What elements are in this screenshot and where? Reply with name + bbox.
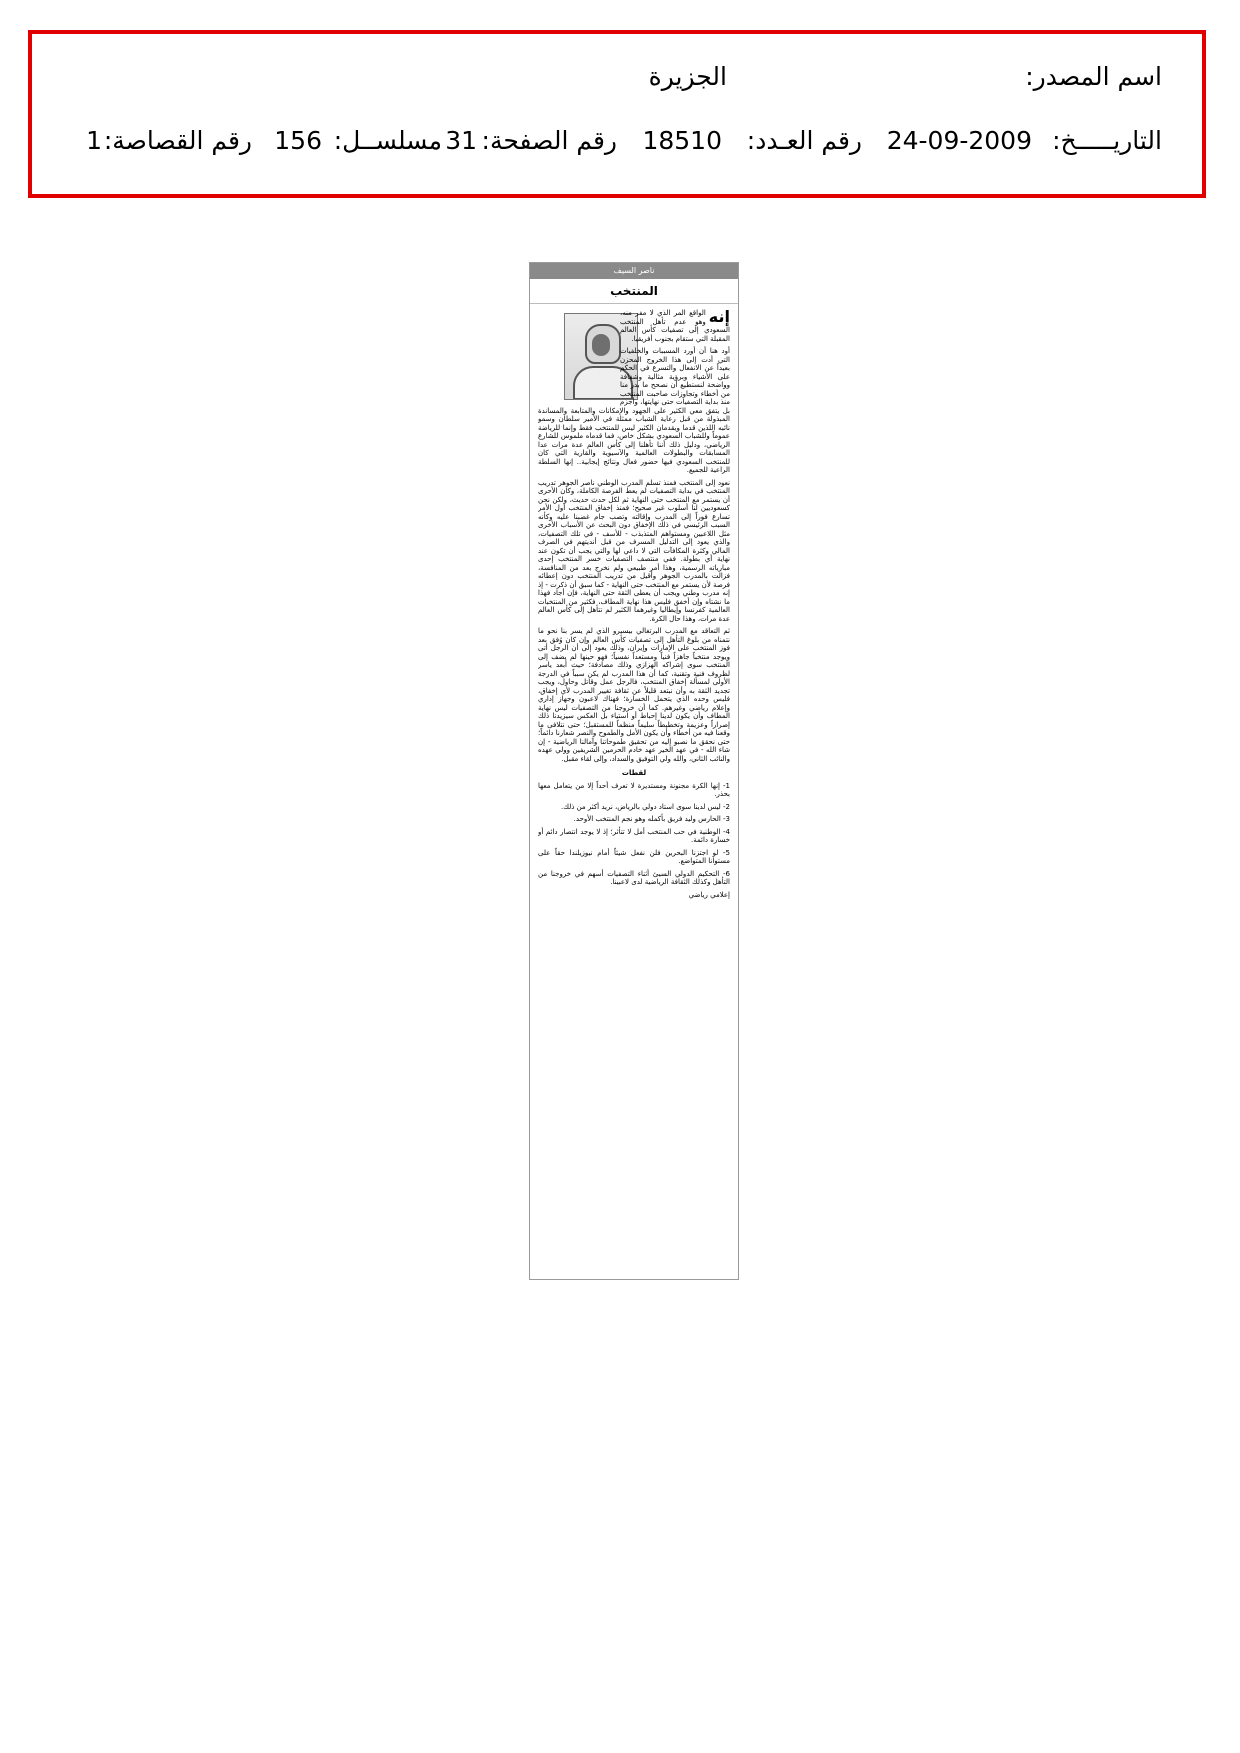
newspaper-clipping — [529, 262, 739, 1280]
snippet-item: 3- الحارس وليد فريق بأكمله وهو نجم المنتخب الأوحد. — [573, 815, 730, 823]
serial-label: مسلســل: — [333, 126, 442, 155]
snippet-item: 5- لو اجتزنا البحرين فلن نفعل شيئاً أمام نيوزيلندا حقاً على مستوانا المتواضع. — [538, 848, 730, 865]
article-paragraph: إنه الواقع المر الذي لا مفر منه، وهو عدم تأهل المنتخب السعودي إلى تصفيات كأس العالم المقبلة التي ستقام بجنوب أفريقيا. — [620, 309, 730, 343]
snippets-title: لقطات — [621, 769, 647, 777]
snippet-item: 6- التحكيم الدولي السيئ أثناء التصفيات أسهم في خروجنا من التأهل وكذلك الثقافة الرياضية لدى لاعبينا. — [538, 869, 730, 886]
dropcap: إنه — [708, 309, 730, 326]
source-label: اسم المصدر: — [1025, 62, 1162, 91]
snippet-item: 1- إنها الكرة مجنونة ومستديرة لا تعرف أحداً إلا من يتعامل معها بحذر. — [538, 781, 730, 798]
snippet-item: 4- الوطنية في حب المنتخب أمل لا تتأثر؛ إذ لا يوجد انتصار دائم أو خسارة دائمة. — [538, 827, 730, 844]
author-title: إعلامي رياضي — [688, 890, 730, 899]
article-paragraph: ثم التعاقد مع المدرب البرتغالي بيسيرو الذي لم يسر بنا نحو ما نتمناه من بلوغ التأهل إلى تصفيات كأس العالم وإن كان وُفق بعد فوز المنتخب على الإمارات وإيران، وذلك يعود إلى أن الرجل أتى ويوجد منتخباً جاهزاً فنياً ومستعداً نفسياً؛ فهو حينها لم يضف إلى المنتخب سوى إشراكه الهزازي وذلك مصادفة؛ حيث أبعد ياسر لظروف فنية وتقنية، كما أن هذا المدرب لم يكن سبباً في الدرجة الأولى لمسألة إخفاق المنتخب، فالرجل عمل وقاتل وحاول، ويجب تجديد الثقة به وأن نبتعد قليلاً عن ثقافة تغيير المدرب لأي إخفاق، فليس وحده الذي يتحمل الخسارة؛ فهناك لاعبون وجهاز إداري وإعلام رياضي وغيرهم. كما أن خروجنا من التصفيات ليس نهاية المطاف وأن يكون لدينا إحباط أو استياء بل العكس سيزيدنا ذلك إصراراً وعزيمة وتخطيطاً سليماً منظماً للمستقبل؛ حتى نتلافى ما وقعنا فيه من أخطاء وأن يكون الأمل والطموح والنصر شعارنا دائماً؛ حتى نحقق ما نصبو إليه من تحقيق طموحاتنا وآمالنا الرياضية - إن شاء الله - في عهد الخير عهد خادم الحرمين الشريفين وولي عهده والنائب الثاني، والله ولي التوفيق والسداد، وإلى لقاء مقبل. — [538, 627, 730, 763]
issue-label: رقم العـدد: — [746, 126, 862, 155]
source-value: الجزيرة — [648, 62, 727, 91]
article-paragraph: أود هنا أن أورد المسببات والخلفيات التي أدت إلى هذا الخروج المحزن بعيداً عن الانفعال والتسرع في الحكم على الأشياء وبرؤية مثالية وشفافة وواضحة لنستطيع أن نصحح ما بدر منا من أخطاء وتجاوزات صاحبت المنتخب منذ بداية التصفيات حتى نهايتها، وأجزم بل يتفق معي الكثير على الجهود والإمكانات والمتابعة والمساندة المبذولة من قبل رعاية الشباب ممثلة في الأمير سلطان وسمو نائبه اللذين قدما ويقدمان الكثير ليس للمنتخب فقط وإنما للرياضة عموماً وللشباب السعودي بشكل خاص، فما قدماه ملموس للشارع الرياضي، ودليل ذلك أننا تأهلنا إلى كأس العالم عدة مرات عدا المسابقات والبطولات العالمية والآسيوية والقارية التي كان للمنتخب السعودي فيها حضور فعال ونتائج إيجابية.. إنها السلطة الراعية للجميع. — [538, 347, 730, 474]
author-bar: ناصر السيف — [530, 263, 738, 279]
clip-value: 1 — [86, 126, 102, 155]
date-value: 24-09-2009 — [886, 126, 1032, 155]
date-label: التاريـــــخ: — [1052, 126, 1162, 155]
document-header — [28, 30, 1206, 198]
article-title: المنتخب — [530, 279, 738, 304]
clip-label: رقم القصاصة: — [103, 126, 252, 155]
page-value: 31 — [445, 126, 477, 155]
serial-value: 156 — [274, 126, 322, 155]
snippet-item: 2- ليس لدينا سوى استاد دولي بالرياض، نريد أكثر من ذلك. — [560, 802, 730, 811]
article-paragraph: نعود إلى المنتخب فمنذ تسلم المدرب الوطني ناصر الجوهر تدريب المنتخب في بداية التصفيات لم يعط الفرصة الكاملة، وكان الأحرى أن يستمر مع المنتخب حتى النهاية ثم لكل حدث حديث، ولكن نحن كسعوديين لنا أسلوب غير صحيح؛ فمنذ إخفاق المنتخب أول الأمر تسارع فوراً إلى المدرب وإقالته وتصب جام غضبنا عليه وكأنه السبب الرئيسي في ذلك الإخفاق دون البحث عن الأسباب الأخرى مثل اللاعبين ومستواهم المتذبذب - للأسف - في تلك التصفيات، والذي يعود إلى التدليل المسرف من قبل أنديتهم في الصرف المالي وكثرة المكافآت التي لا داعي لها والتي يجب أن تكون عند نهاية أي بطولة. ففي منتصف التصفيات خسر المنتخب إحدى مبارياته الرسمية، وهذا أمر طبيعي ولم نخرج بعد من المنافسة، فزالت بالمدرب الجوهر وأقيل من تدريب المنتخب دون إعطائه فرصة لأن يستمر مع المنتخب حتى النهاية - كما سبق أن ذكرت - إذ إنه مدرب وطني ويجب أن يعطى الثقة حتى النهاية، فإن أجاد فهذا ما نشتاه وإن أخفق فليس هذا نهاية المطاف، فكثير من المنتخبات العالمية كفرنسا وإيطاليا وغيرهما الكثير لم تتأهل إلى كأس العالم عدة مرات، وهذا حال الكرة. — [538, 478, 730, 623]
article-body — [538, 309, 730, 1263]
page-label: رقم الصفحة: — [481, 126, 617, 155]
issue-value: 18510 — [642, 126, 722, 155]
